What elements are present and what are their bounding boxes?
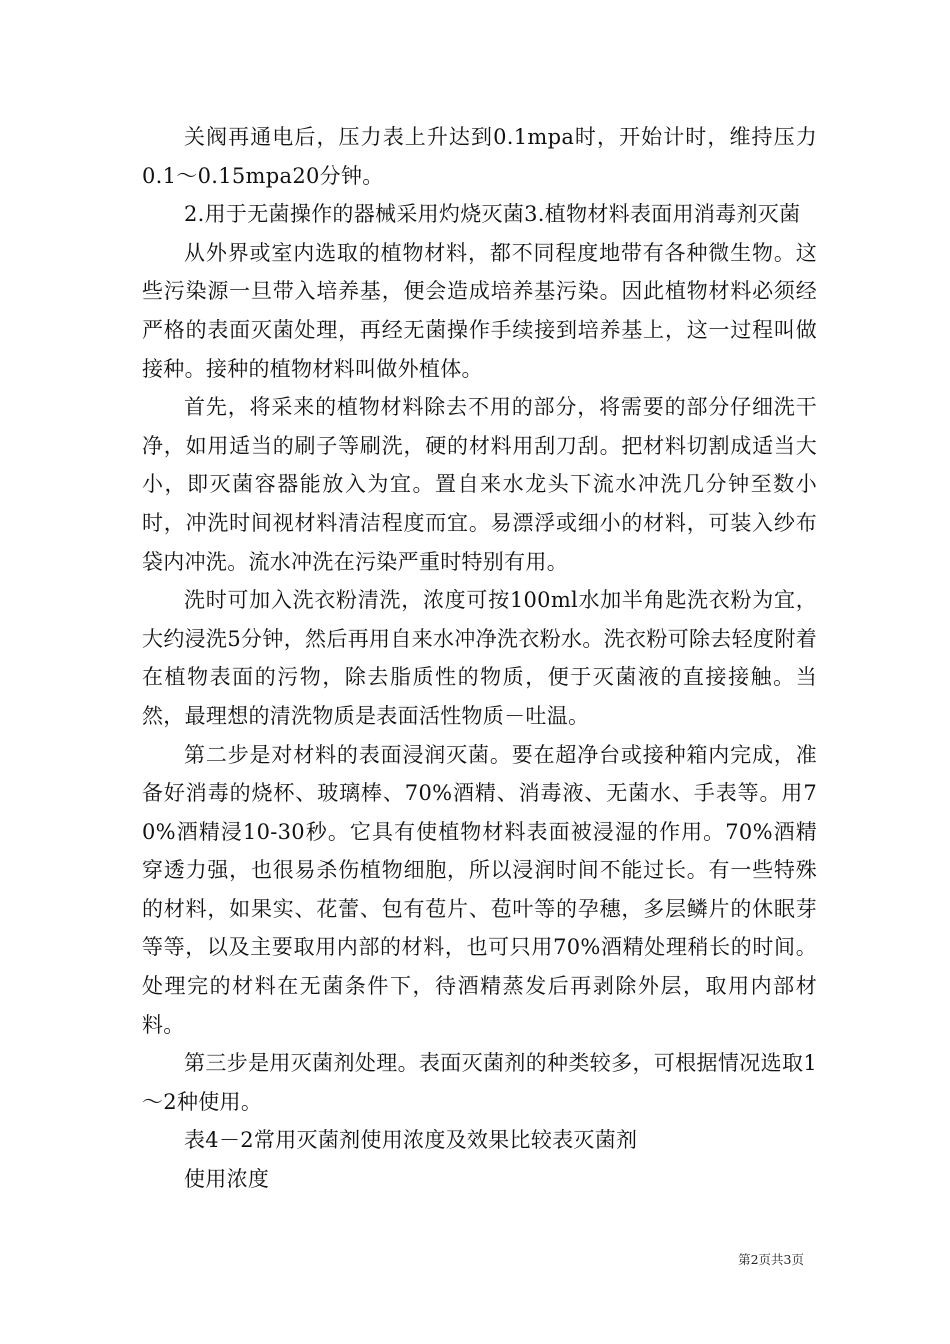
paragraph-7: 第三步是用灭菌剂处理。表面灭菌剂的种类较多，可根据情况选取1～2种使用。	[142, 1051, 817, 1114]
paragraph-5: 洗时可加入洗衣粉清洗，浓度可按100ml水加半角匙洗衣粉为宜，大约浸洗5分钟，然后再用自来水冲净洗衣粉水。洗衣粉可除去轻度附着在植物表面的污物，除去脂质性的物质，便于灭菌液的直接接触。当然，最理想的清洗物质是表面活性物质－吐温。	[142, 588, 817, 728]
paragraph-6: 第二步是对材料的表面浸润灭菌。要在超净台或接种箱内完成，准备好消毒的烧杯、玻璃棒、70%酒精、消毒液、无菌水、手表等。用70%酒精浸10-30秒。它具有使植物材料表面被浸湿的作用。70%酒精穿透力强，也很易杀伤植物细胞，所以浸润时间不能过长。有一些特殊的材料，如果实、花蕾、包有苞片、苞叶等的孕穗，多层鳞片的休眠芽等等，以及主要取用内部的材料，也可只用70%酒精处理稍长的时间。处理完的材料在无菌条件下，待酒精蒸发后再剥除外层，取用内部材料。	[142, 742, 817, 1037]
document-body	[142, 118, 817, 1199]
paragraph-1: 关阀再通电后，压力表上升达到0.1mpa时，开始计时，维持压力0.1～0.15mpa20分钟。	[142, 125, 817, 188]
paragraph-4: 首先，将采来的植物材料除去不用的部分，将需要的部分仔细洗干净，如用适当的刷子等刷洗，硬的材料用刮刀刮。把材料切割成适当大小，即灭菌容器能放入为宜。置自来水龙头下流水冲洗几分钟至数小时，冲洗时间视材料清洁程度而宜。易漂浮或细小的材料，可装入纱布袋内冲洗。流水冲洗在污染严重时特别有用。	[142, 395, 817, 574]
paragraph-2: 2.用于无菌操作的器械采用灼烧灭菌3.植物材料表面用消毒剂灭菌	[184, 202, 801, 227]
paragraph-3: 从外界或室内选取的植物材料，都不同程度地带有各种微生物。这些污染源一旦带入培养基，便会造成培养基污染。因此植物材料必须经严格的表面灭菌处理，再经无菌操作手续接到培养基上，这一过程叫做接种。接种的植物材料叫做外植体。	[142, 240, 817, 381]
table-caption: 表4－2常用灭菌剂使用浓度及效果比较表灭菌剂	[184, 1128, 638, 1153]
table-column-header: 使用浓度	[184, 1167, 270, 1192]
page-number-footer: 第2页共3页	[738, 1252, 804, 1267]
